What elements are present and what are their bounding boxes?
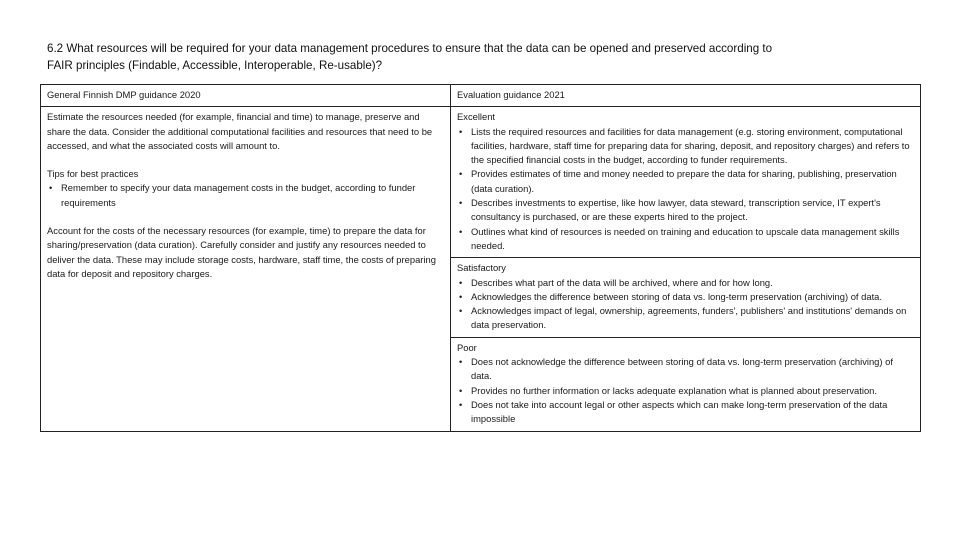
bullet-icon: • <box>459 384 463 396</box>
table-row-excellent <box>41 107 921 258</box>
satisfactory-list <box>457 276 914 333</box>
satisfactory-label: Satisfactory <box>457 262 506 274</box>
list-item: • Acknowledges the difference between storing of data vs. long-term preservation (archiving) of data. <box>457 290 914 304</box>
satisfactory-cell <box>451 258 921 337</box>
right-column-header: Evaluation guidance 2021 <box>451 85 921 107</box>
bullet-icon: • <box>459 276 463 288</box>
bullet-icon: • <box>459 290 463 302</box>
poor-cell <box>451 337 921 431</box>
guidance-intro: Estimate the resources needed (for example, financial and time) to manage, preserve and share the data. Consider the additional computational facilities and resources that need to be accessed, and what the associated costs will amount to. <box>47 111 433 151</box>
poor-list <box>457 355 914 426</box>
list-item: • Acknowledges impact of legal, ownership, agreements, funders', publishers' and institutions' demands on data preservation. <box>459 305 907 331</box>
excellent-label: Excellent <box>457 111 496 123</box>
left-column-header: General Finnish DMP guidance 2020 <box>41 85 451 107</box>
question-line-1: 6.2 What resources will be required for your data management procedures to ensure that the data can be opened and preserved according to <box>47 42 773 55</box>
poor-label: Poor <box>457 341 477 353</box>
general-guidance-cell <box>41 107 451 431</box>
list-item: • Remember to specify your data management costs in the budget, according to funder requirements <box>49 182 416 208</box>
table-header-row <box>41 85 921 107</box>
list-item: • Does not take into account legal or other aspects which can make long-term preservation of the data impossible <box>459 398 888 425</box>
bullet-icon: • <box>459 168 463 180</box>
account-paragraph: Account for the costs of the necessary resources (for example, time) to prepare the data for sharing/preservation (data curation). Carefully consider and justify any resources needed to deliver the data. These may include storage costs, hardware, staff time, the costs of preparing data for deposit and repository charges. <box>47 225 436 279</box>
bullet-icon: • <box>459 197 463 209</box>
list-item: • Does not acknowledge the difference between storing of data vs. long-term preservation (archiving) of data. <box>459 356 893 382</box>
excellent-cell <box>451 107 921 258</box>
bullet-icon: • <box>459 225 463 237</box>
bullet-icon: • <box>459 125 463 137</box>
excellent-list <box>457 125 914 254</box>
list-item: • Lists the required resources and facilities for data management (e.g. storing environment, computational facilities, hardware, staff time for preparing data for sharing, deposit, and repository charges) and refers to the specified financial costs in the budget, according to funder requirements. <box>459 125 910 166</box>
tips-list <box>47 181 444 210</box>
list-item: • Describes what part of the data will be archived, where and for how long. <box>457 276 914 290</box>
question-heading <box>47 40 917 74</box>
list-item: • Provides no further information or lacks adequate explanation what is planned about preservation. <box>457 384 914 398</box>
list-item: • Outlines what kind of resources is needed on training and education to upscale data management skills needed. <box>459 225 900 251</box>
tips-heading: Tips for best practices <box>47 168 139 180</box>
bullet-icon: • <box>459 356 463 368</box>
bullet-icon: • <box>459 398 463 410</box>
list-item: • Describes investments to expertise, like how lawyer, data steward, transcription service, IT expert's consultancy is purchased, or are these experts hired to the project. <box>459 197 881 223</box>
bullet-icon: • <box>49 182 53 194</box>
bullet-icon: • <box>459 305 463 317</box>
question-line-2: FAIR principles (Findable, Accessible, Interoperable, Re-usable)? <box>47 59 383 72</box>
list-item: • Provides estimates of time and money needed to prepare the data for sharing, publishing, preservation (data curation). <box>459 168 897 194</box>
guidance-table <box>40 84 921 432</box>
